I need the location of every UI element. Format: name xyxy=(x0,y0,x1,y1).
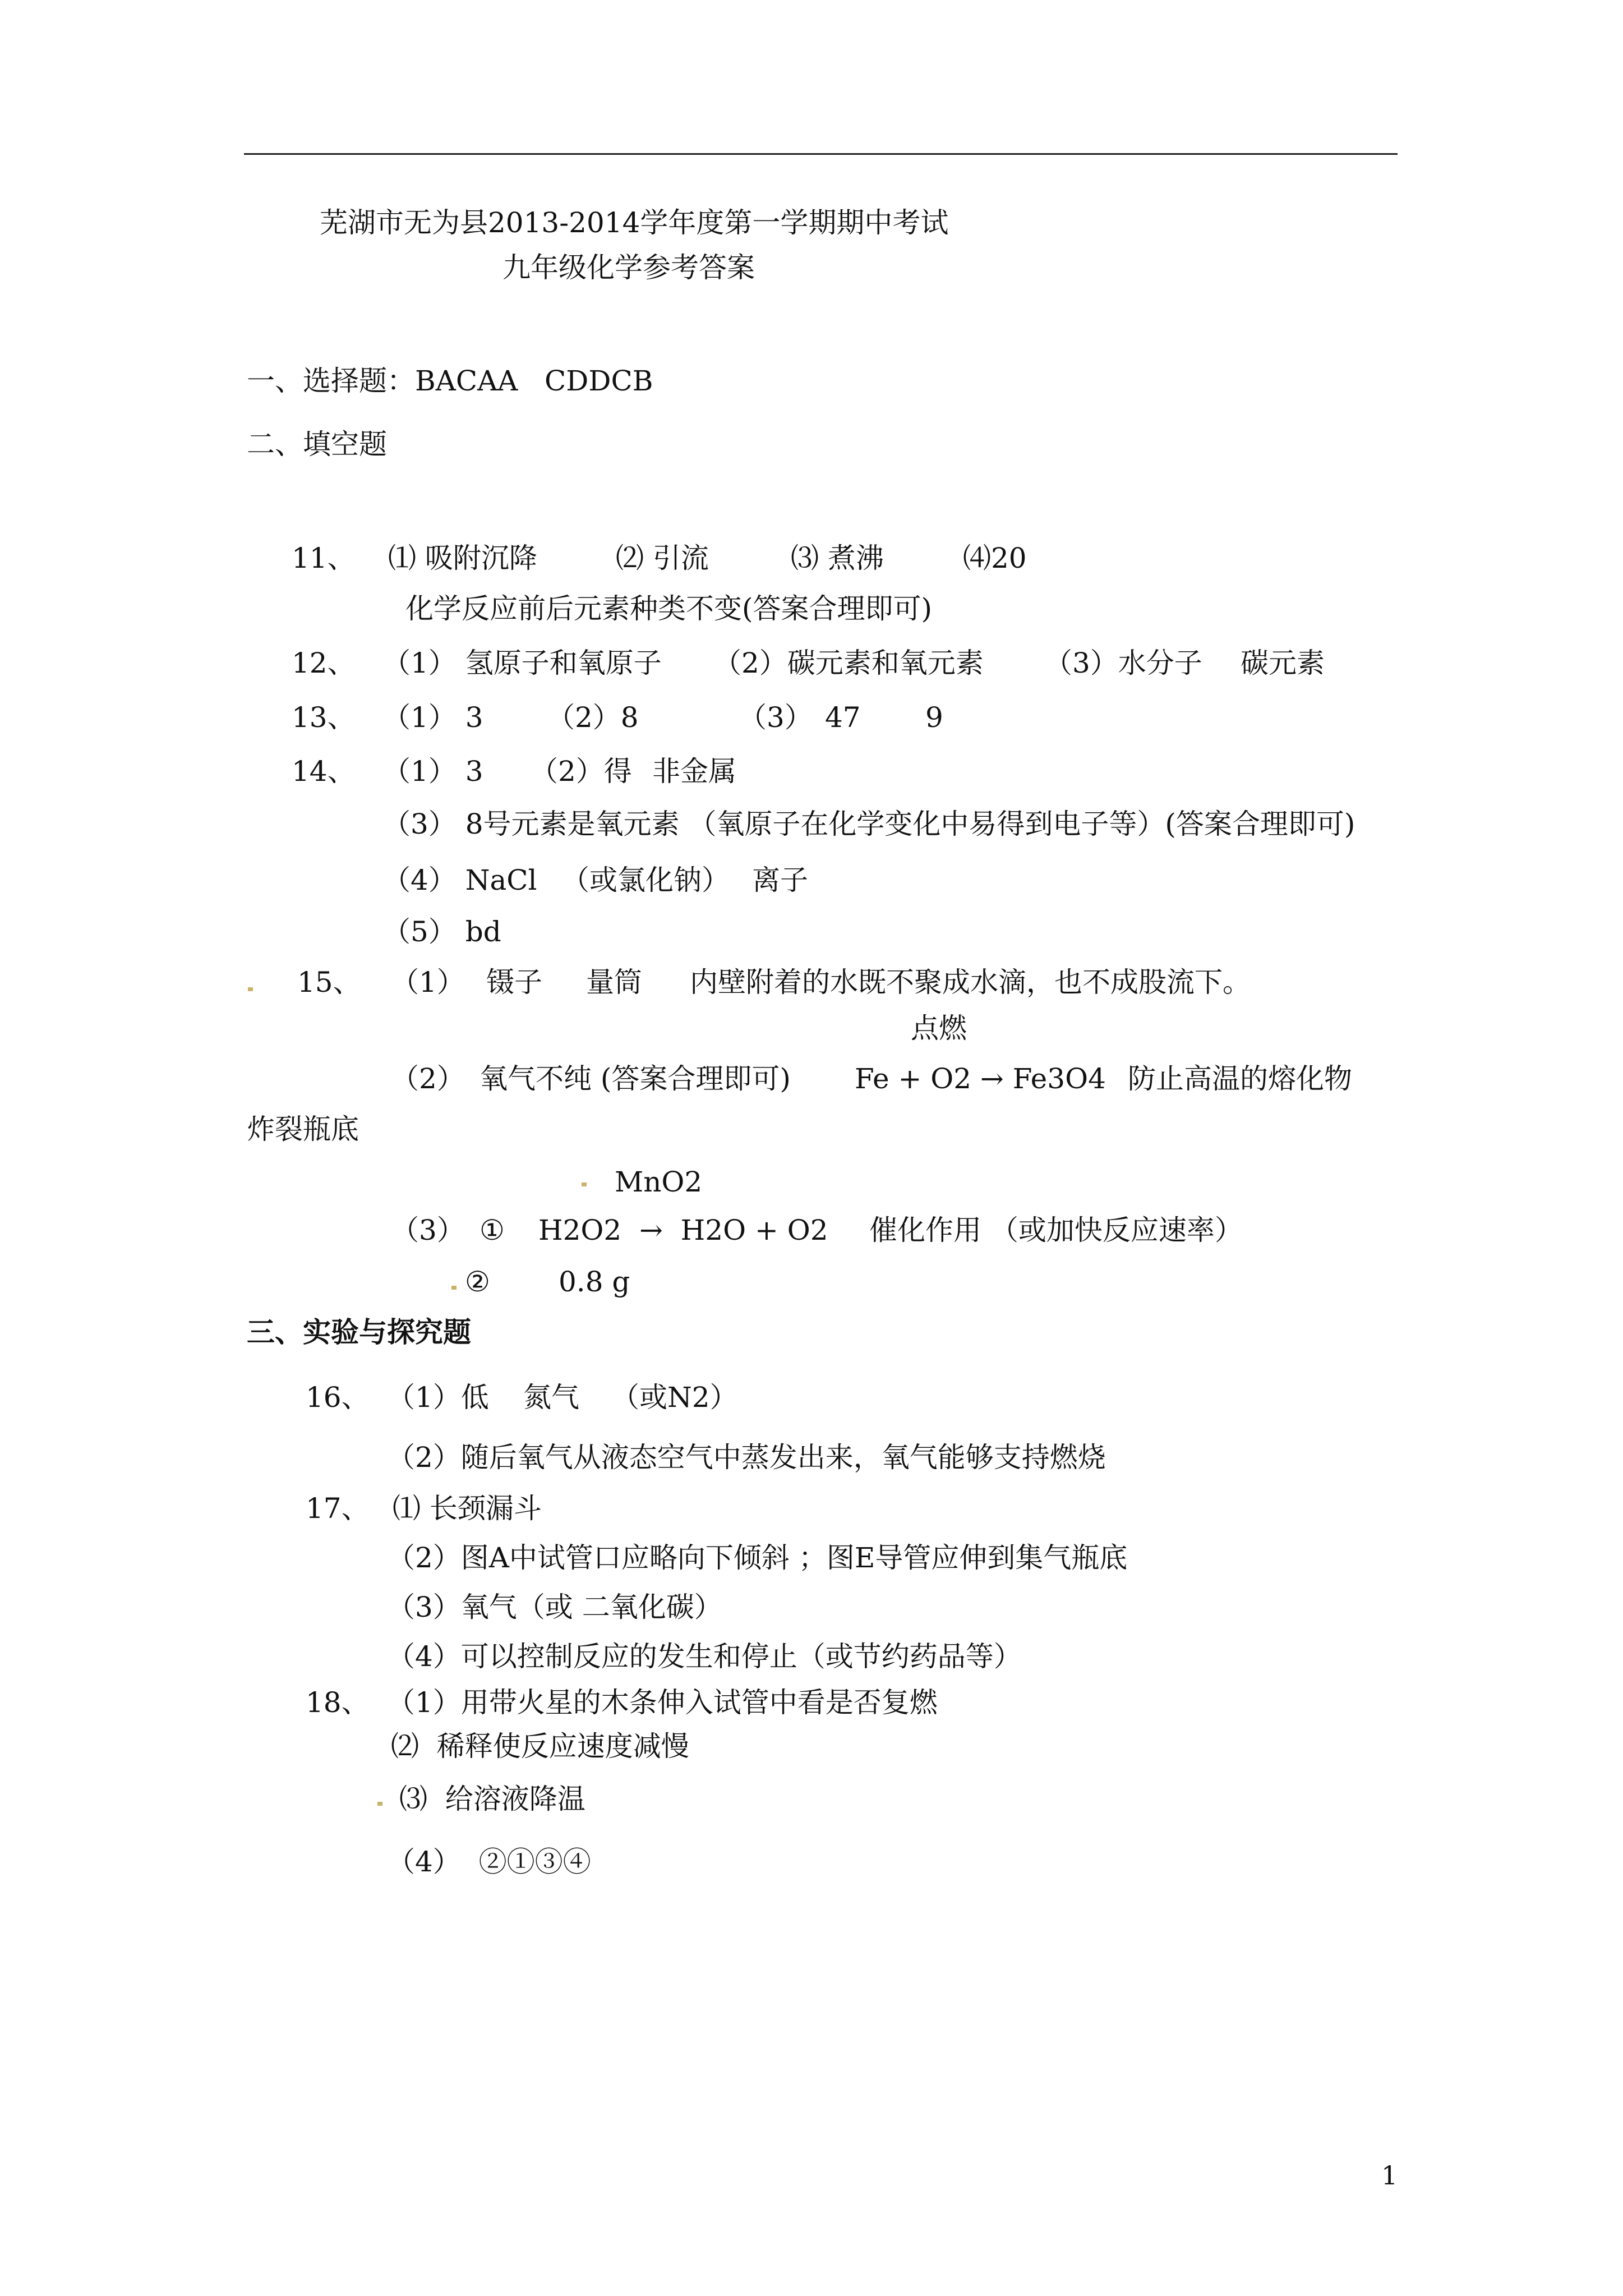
q18-part3: ⑶ 给溶液降温 xyxy=(399,1783,585,1815)
q12-part4: 碳元素 xyxy=(1241,647,1325,679)
q14-part5: （5） bd xyxy=(382,915,501,948)
q15-reaction-condition-catalyst: MnO2 xyxy=(615,1166,703,1198)
q15-part2-purpose: 防止高温的熔化物 xyxy=(1128,1062,1352,1095)
q14-part2-type: 非金属 xyxy=(652,755,736,788)
q18-part1: （1）用带火星的木条伸入试管中看是否复燃 xyxy=(387,1686,938,1719)
q14-part1: （1） 3 xyxy=(382,755,483,788)
q16-part2: （2）随后氧气从液态空气中蒸发出来，氧气能够支持燃烧 xyxy=(387,1441,1106,1474)
q16-number: 16、 xyxy=(306,1381,370,1414)
q15-part1-criterion: 内壁附着的水既不聚成水滴，也不成股流下。 xyxy=(690,966,1251,999)
q13-part4: 9 xyxy=(925,701,943,734)
q15-part3-equation: H2O2 → H2O + O2 xyxy=(538,1214,828,1246)
q12-part1: （1） 氢原子和氧原子 xyxy=(382,647,662,679)
q15-part2-equation: Fe + O2 → Fe3O4 xyxy=(855,1062,1106,1095)
title-line-2: 九年级化学参考答案 xyxy=(502,251,755,284)
q13-part3-value: 47 xyxy=(825,701,861,734)
q11-part1: ⑴ 吸附沉降 xyxy=(388,542,537,574)
q11-part2: ⑵ 引流 xyxy=(616,542,709,574)
q13-part3: （3） xyxy=(739,701,813,734)
q13-number: 13、 xyxy=(292,701,356,734)
q15-part1: （1） xyxy=(391,966,465,999)
q15-part2-reason: 氧气不纯 (答案合理即可) xyxy=(479,1062,791,1095)
q17-number: 17、 xyxy=(306,1492,370,1525)
scan-mark xyxy=(582,1182,587,1186)
q16-part1-alt: （或N2） xyxy=(611,1381,738,1414)
q13-part1: （1） 3 xyxy=(382,701,483,734)
q18-part2: ⑵ 稀释使反应速度减慢 xyxy=(391,1730,689,1763)
q17-part4: （4）可以控制反应的发生和停止（或节约药品等） xyxy=(387,1640,1022,1673)
section1-choice-answers: 一、选择题：BACAA CDDCB xyxy=(247,365,653,397)
q14-part4: （4） NaCl xyxy=(382,864,537,896)
q17-part3: （3）氧气（或 二氧化碳） xyxy=(387,1591,722,1623)
q14-part2: （2）得 xyxy=(530,755,632,788)
page-number: 1 xyxy=(1381,2160,1398,2191)
q15-number: 15、 xyxy=(297,966,361,999)
q15-reaction-condition-ignite: 点燃 xyxy=(911,1012,967,1045)
section3-heading: 三、实验与探究题 xyxy=(247,1315,471,1349)
q15-part3-sub2: ② xyxy=(465,1266,490,1298)
q15-part3-role: 催化作用 （或加快反应速率） xyxy=(869,1214,1243,1246)
q14-part4-particle: 离子 xyxy=(752,864,808,896)
q14-part3: （3） 8号元素是氧元素 （氧原子在化学变化中易得到电子等）(答案合理即可) xyxy=(382,808,1355,840)
q12-part2: （2）碳元素和氧元素 xyxy=(713,647,984,679)
q15-part1-tool2: 量筒 xyxy=(586,966,642,999)
q11-number: 11、 xyxy=(292,542,356,574)
q12-number: 12、 xyxy=(292,647,356,679)
q12-part3: （3）水分子 xyxy=(1044,647,1202,679)
q14-number: 14、 xyxy=(292,755,356,788)
header-rule xyxy=(244,153,1398,155)
scan-mark xyxy=(451,1286,457,1290)
q18-number: 18、 xyxy=(306,1686,370,1719)
q11-part4: ⑷20 xyxy=(963,542,1027,574)
title-line-1: 芜湖市无为县2013-2014学年度第一学期期中考试 xyxy=(320,206,949,239)
q14-part4-alt: （或氯化钠） xyxy=(561,864,730,896)
q17-part2: （2）图A中试管口应略向下倾斜 ；图E导管应伸到集气瓶底 xyxy=(387,1542,1128,1574)
scan-mark xyxy=(248,987,253,991)
scan-mark xyxy=(377,1802,382,1806)
q15-part3: （3） xyxy=(391,1214,465,1246)
q17-part1: ⑴ 长颈漏斗 xyxy=(393,1492,542,1525)
q18-part4: （4） ②①③④ xyxy=(387,1846,591,1878)
q16-part1-gas: 氮气 xyxy=(523,1381,579,1414)
section2-heading: 二、填空题 xyxy=(247,428,387,461)
q13-part2: （2）8 xyxy=(547,701,639,734)
q11-note: 化学反应前后元素种类不变(答案合理即可) xyxy=(405,592,933,625)
q15-part3-sub1: ① xyxy=(479,1214,505,1246)
q11-part3: ⑶ 煮沸 xyxy=(791,542,884,574)
q16-part1: （1）低 xyxy=(387,1381,489,1414)
q15-part2-purpose-cont: 炸裂瓶底 xyxy=(247,1113,359,1145)
q15-part2: （2） xyxy=(391,1062,465,1095)
q15-part1-tool1: 镊子 xyxy=(486,966,542,999)
q15-part3-sub2-value: 0.8 g xyxy=(559,1266,630,1298)
